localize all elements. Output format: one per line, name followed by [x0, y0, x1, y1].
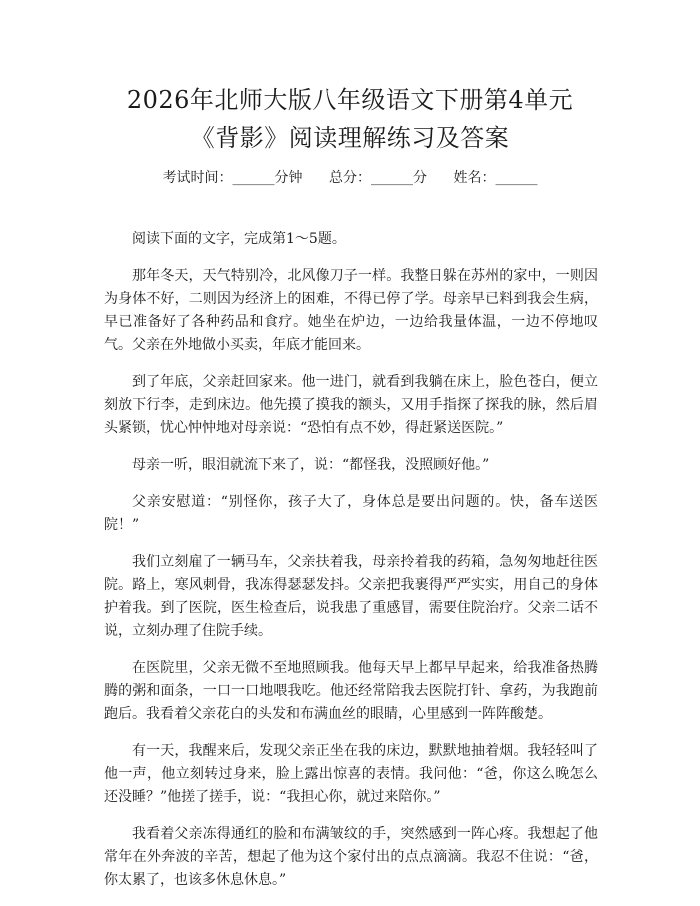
passage-paragraph-8: 我看着父亲冻得通红的脸和布满皱纹的手，突然感到一阵心疼。我想起了他常年在外奔波的辛苦，想起了他为这个家付出的点点滴滴。我忍不住说：“爸，你太累了，也该多休息休息。”	[104, 826, 598, 888]
document-title-line-2: 《背影》阅读理解练习及答案	[190, 124, 510, 152]
passage-paragraph-3: 母亲一听，眼泪就流下来了，说：“都怪我，没照顾好他。”	[132, 457, 490, 473]
total-score-field: 总分：______分	[329, 170, 427, 186]
passage-paragraph-1: 那年冬天，天气特别冷，北风像刀子一样。我整日躲在苏州的家中，一则因为身体不好，二则因为经济上的困难，不得已停了学。母亲早已料到我会生病，早已准备好了各种药品和食疗。她坐在炉边，一边给我量体温，一边不停地叹气。父亲在外地做小买卖，年底才能回来。	[104, 268, 598, 353]
reading-passage	[104, 228, 598, 906]
passage-paragraph-5: 我们立刻雇了一辆马车，父亲扶着我，母亲拎着我的药箱，急匆匆地赶往医院。路上，寒风刺骨，我冻得瑟瑟发抖。父亲把我裹得严严实实，用自己的身体护着我。到了医院，医生检查后，说我患了重感冒，需要住院治疗。父亲二话不说，立刻办理了住院手续。	[104, 554, 598, 639]
student-name-field: 姓名：______	[453, 170, 538, 186]
instruction-text: 阅读下面的文字，完成第1～5题。	[132, 231, 346, 247]
exam-info-row	[0, 168, 700, 188]
passage-paragraph-2: 到了年底，父亲赶回家来。他一进门，就看到我躺在床上，脸色苍白，便立刻放下行李，走到床边。他先摸了摸我的额头，又用手指探了探我的脉，然后眉头紧锁，忧心忡忡地对母亲说：“恐怕有点不妙，得赶紧送医院。”	[104, 374, 598, 436]
passage-paragraph-6: 在医院里，父亲无微不至地照顾我。他每天早上都早早起来，给我准备热腾腾的粥和面条，一口一口地喂我吃。他还经常陪我去医院打针、拿药，为我跑前跑后。我看着父亲花白的头发和布满血丝的眼睛，心里感到一阵阵酸楚。	[104, 660, 598, 722]
passage-paragraph-4: 父亲安慰道：“别怪你，孩子大了，身体总是要出问题的。快，备车送医院！”	[104, 494, 598, 533]
document-title-line-1: 2026年北师大版八年级语文下册第4单元	[126, 86, 574, 114]
exam-time-field: 考试时间：______分钟	[162, 170, 303, 186]
passage-paragraph-7: 有一天，我醒来后，发现父亲正坐在我的床边，默默地抽着烟。我轻轻叫了他一声，他立刻转过身来，脸上露出惊喜的表情。我问他：“爸，你这么晚怎么还没睡？”他搓了搓手，说：“我担心你，就过来陪你。”	[104, 743, 598, 805]
